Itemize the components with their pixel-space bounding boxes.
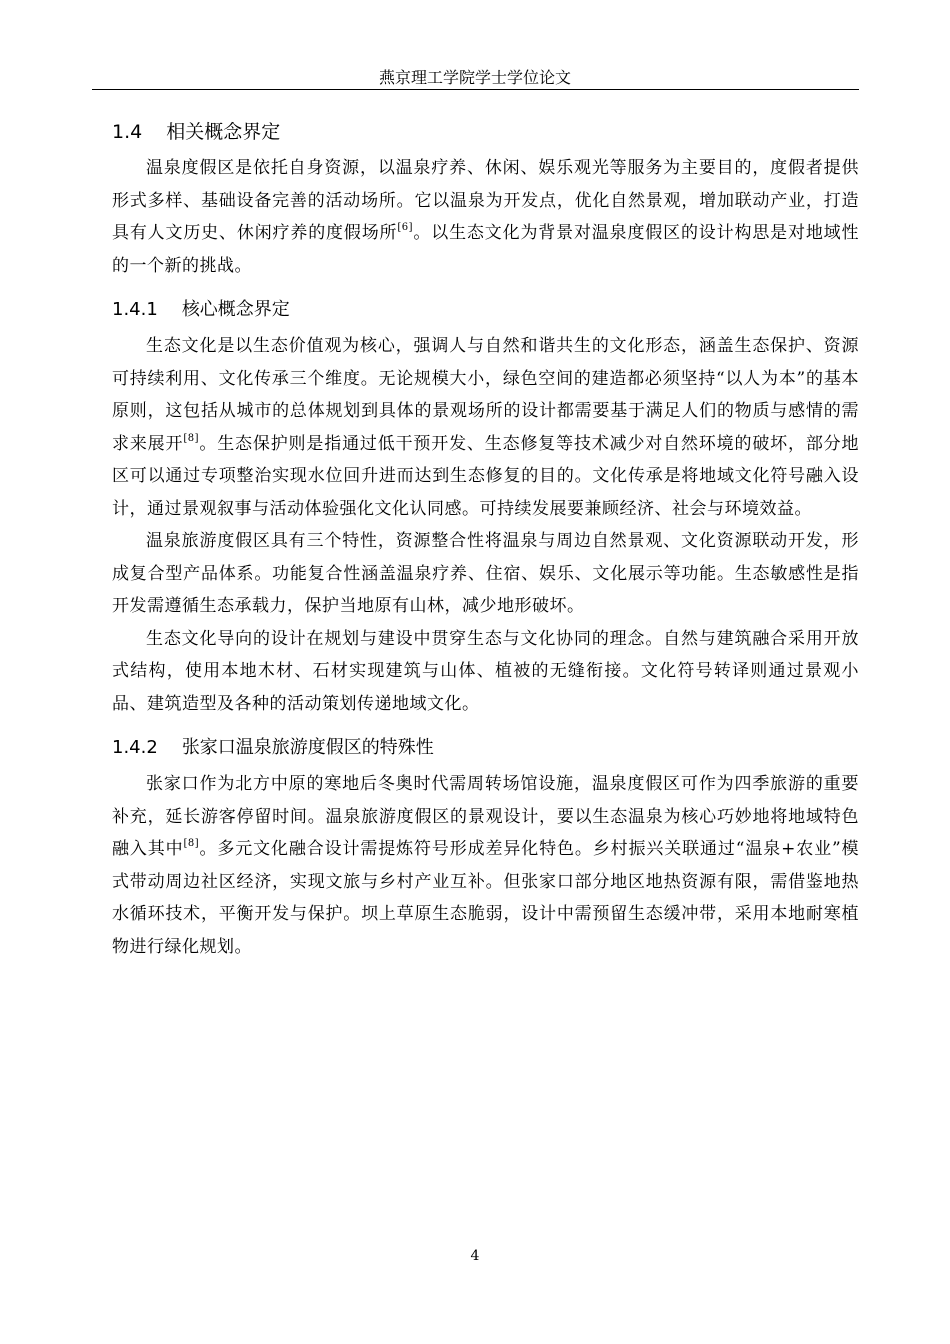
paragraph-text: 张家口作为北方中原的寒地后冬奥时代需周转场馆设施，温泉度假区可作为四季旅游的重要补充，延长游客停留时间。温泉旅游度假区的景观设计，要以生态温泉为核心巧妙地将地域特色融入其中 bbox=[112, 774, 859, 859]
section-number: 1.4 bbox=[112, 121, 143, 143]
paragraph-text: 。多元文化融合设计需提炼符号形成差异化特色。乡村振兴关联通过“温泉+农业”模式带动周边社区经济，实现文旅与乡村产业互补。但张家口部分地区地热资源有限，需借鉴地热水循环技术，平衡开发与保护。坝上草原生态脆弱，设计中需预留生态缓冲带，采用本地耐寒植物进行绿化规划。 bbox=[112, 839, 860, 957]
section-heading-1-4-2 bbox=[112, 734, 859, 762]
section-title: 核心概念界定 bbox=[181, 299, 290, 320]
paragraph-text: 。生态保护则是指通过低干预开发、生态修复等技术减少对自然环境的破坏，部分地区可以通过专项整治实现水位回升进而达到生态修复的目的。文化传承是将地域文化符号融入设计，通过景观叙事与活动体验强化文化认同感。可持续发展要兼顾经济、社会与环境效益。 bbox=[112, 433, 860, 519]
page-number: 4 bbox=[470, 1248, 480, 1264]
section-title: 相关概念界定 bbox=[166, 121, 281, 143]
section-number: 1.4.2 bbox=[112, 737, 158, 758]
section-number: 1.4.1 bbox=[112, 299, 158, 320]
header-divider bbox=[92, 89, 859, 90]
section-heading-1-4 bbox=[112, 118, 859, 146]
paragraph-text: 温泉度假区是依托自身资源，以温泉疗养、休闲、娱乐观光等服务为主要目的，度假者提供形式多样、基础设备完善的活动场所。它以温泉为开发点，优化自然景观，增加联动产业，打造具有人文历史、休闲疗养的度假场所 bbox=[112, 158, 859, 243]
paragraph: 温泉旅游度假区具有三个特性，资源整合性将温泉与周边自然景观、文化资源联动开发，形成复合型产品体系。功能复合性涵盖温泉疗养、住宿、娱乐、文化展示等功能。生态敏感性是指开发需遵循生态承载力，保护当地原有山林，减少地形破坏。 bbox=[112, 531, 859, 616]
paragraph bbox=[112, 768, 859, 963]
paragraph: 生态文化导向的设计在规划与建设中贯穿生态与文化协同的理念。自然与建筑融合采用开放式结构，使用本地木材、石材实现建筑与山体、植被的无缝衔接。文化符号转译则通过景观小品、建筑造型及各种的活动策划传递地域文化。 bbox=[112, 628, 859, 714]
citation: [8] bbox=[183, 838, 200, 849]
paragraph-text: 生态文化是以生态价值观为核心，强调人与自然和谐共生的文化形态，涵盖生态保护、资源可持续利用、文化传承三个维度。无论规模大小，绿色空间的建造都必须坚持“以人为本”的基本原则，这包括从城市的总体规划到具体的景观场所的设计都需要基于满足人们的物质与感情的需求来展开 bbox=[112, 336, 859, 454]
paragraph bbox=[112, 152, 859, 282]
section-heading-1-4-1 bbox=[112, 296, 859, 324]
citation: [6] bbox=[397, 222, 414, 233]
running-header: 燕京理工学院学士学位论文 bbox=[378, 68, 571, 87]
page-body bbox=[112, 118, 859, 963]
citation: [8] bbox=[183, 432, 200, 444]
section-title: 张家口温泉旅游度假区的特殊性 bbox=[181, 737, 434, 758]
paragraph bbox=[112, 330, 859, 525]
paragraph-text: 。以生态文化为背景对温泉度假区的设计构思是对地域性的一个新的挑战。 bbox=[112, 223, 860, 276]
